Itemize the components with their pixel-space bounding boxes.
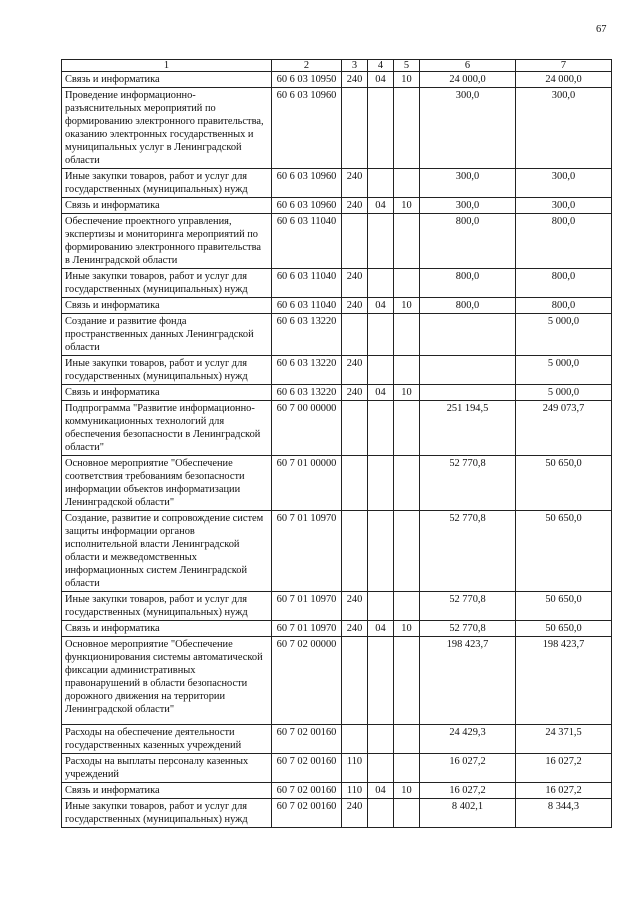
row-name-cell: Обеспечение проектного управления, экспертизы и мониторинга мероприятий по формированию электронного правительства в Ленинградской области: [62, 214, 272, 269]
column-header: 7: [516, 60, 612, 72]
table-row: [62, 799, 612, 828]
row-name-cell: Расходы на выплаты персоналу казенных учреждений: [62, 754, 272, 783]
row-col7-cell: 50 650,0: [516, 592, 612, 621]
row-code-cell: 60 7 01 10970: [272, 511, 342, 592]
row-col7-cell: 8 344,3: [516, 799, 612, 828]
table-row: [62, 214, 612, 269]
row-col6-cell: 52 770,8: [420, 511, 516, 592]
row-col5-cell: [394, 511, 420, 592]
table-row: [62, 511, 612, 592]
row-col3-cell: [342, 637, 368, 725]
row-col6-cell: 8 402,1: [420, 799, 516, 828]
row-code-cell: 60 7 01 10970: [272, 621, 342, 637]
row-col4-cell: [368, 214, 394, 269]
row-col5-cell: [394, 214, 420, 269]
row-col7-cell: 16 027,2: [516, 754, 612, 783]
row-col3-cell: 240: [342, 169, 368, 198]
row-col3-cell: 240: [342, 356, 368, 385]
row-col3-cell: [342, 88, 368, 169]
row-col3-cell: [342, 401, 368, 456]
row-col3-cell: 240: [342, 298, 368, 314]
row-col4-cell: [368, 314, 394, 356]
table-row: [62, 88, 612, 169]
row-name-cell: Основное мероприятие "Обеспечение соответствия требованиям безопасности информации объектов информатизации Ленинградской области": [62, 456, 272, 511]
row-col4-cell: [368, 592, 394, 621]
row-name-cell: Иные закупки товаров, работ и услуг для государственных (муниципальных) нужд: [62, 356, 272, 385]
row-col4-cell: 04: [368, 783, 394, 799]
row-col7-cell: 800,0: [516, 269, 612, 298]
row-code-cell: 60 7 02 00000: [272, 637, 342, 725]
row-col3-cell: 240: [342, 385, 368, 401]
row-code-cell: 60 6 03 11040: [272, 269, 342, 298]
row-col6-cell: 251 194,5: [420, 401, 516, 456]
row-name-cell: Иные закупки товаров, работ и услуг для государственных (муниципальных) нужд: [62, 592, 272, 621]
table-row: [62, 356, 612, 385]
row-col7-cell: 5 000,0: [516, 314, 612, 356]
row-name-cell: Связь и информатика: [62, 198, 272, 214]
table-row: [62, 269, 612, 298]
row-code-cell: 60 6 03 10960: [272, 169, 342, 198]
row-name-cell: Расходы на обеспечение деятельности государственных казенных учреждений: [62, 725, 272, 754]
row-col4-cell: [368, 169, 394, 198]
row-col6-cell: 800,0: [420, 214, 516, 269]
row-col6-cell: 198 423,7: [420, 637, 516, 725]
row-col4-cell: [368, 725, 394, 754]
row-code-cell: 60 7 01 10970: [272, 592, 342, 621]
column-header: 5: [394, 60, 420, 72]
row-name-cell: Связь и информатика: [62, 621, 272, 637]
row-code-cell: 60 6 03 10950: [272, 72, 342, 88]
row-code-cell: 60 6 03 13220: [272, 356, 342, 385]
row-col3-cell: 240: [342, 198, 368, 214]
row-col7-cell: 300,0: [516, 198, 612, 214]
row-col3-cell: 240: [342, 621, 368, 637]
row-col6-cell: [420, 385, 516, 401]
row-col6-cell: 52 770,8: [420, 621, 516, 637]
row-code-cell: 60 6 03 11040: [272, 214, 342, 269]
row-name-cell: Основное мероприятие "Обеспечение функционирования системы автоматической фиксации административных правонарушений в области безопасности дорожного движения на территории Ленинградской области": [62, 637, 272, 725]
row-col7-cell: 50 650,0: [516, 621, 612, 637]
row-col4-cell: [368, 456, 394, 511]
row-col5-cell: [394, 754, 420, 783]
row-col4-cell: [368, 754, 394, 783]
budget-table: [61, 59, 612, 828]
row-col6-cell: [420, 356, 516, 385]
row-col6-cell: 16 027,2: [420, 754, 516, 783]
row-col5-cell: 10: [394, 72, 420, 88]
row-col3-cell: [342, 456, 368, 511]
row-col3-cell: [342, 214, 368, 269]
row-col5-cell: 10: [394, 385, 420, 401]
table-row: [62, 456, 612, 511]
row-col7-cell: 800,0: [516, 298, 612, 314]
row-col6-cell: 24 000,0: [420, 72, 516, 88]
row-col7-cell: 24 000,0: [516, 72, 612, 88]
row-col4-cell: 04: [368, 298, 394, 314]
row-col4-cell: 04: [368, 198, 394, 214]
column-header: 2: [272, 60, 342, 72]
row-col3-cell: 240: [342, 799, 368, 828]
row-col4-cell: 04: [368, 72, 394, 88]
row-col4-cell: [368, 88, 394, 169]
row-col4-cell: 04: [368, 385, 394, 401]
table-row: [62, 298, 612, 314]
row-col6-cell: 300,0: [420, 88, 516, 169]
table-row: [62, 401, 612, 456]
row-col5-cell: [394, 401, 420, 456]
row-col5-cell: [394, 456, 420, 511]
row-code-cell: 60 7 02 00160: [272, 799, 342, 828]
column-header: 1: [62, 60, 272, 72]
row-col3-cell: 240: [342, 72, 368, 88]
row-name-cell: Иные закупки товаров, работ и услуг для государственных (муниципальных) нужд: [62, 169, 272, 198]
row-col5-cell: 10: [394, 298, 420, 314]
row-col5-cell: [394, 592, 420, 621]
row-col7-cell: 800,0: [516, 214, 612, 269]
row-col7-cell: 300,0: [516, 169, 612, 198]
table-row: [62, 385, 612, 401]
page-number: 67: [596, 24, 607, 35]
table-row: [62, 72, 612, 88]
table-row: [62, 314, 612, 356]
header-row: [62, 60, 612, 72]
table-row: [62, 725, 612, 754]
row-col7-cell: 300,0: [516, 88, 612, 169]
row-col6-cell: 52 770,8: [420, 456, 516, 511]
row-code-cell: 60 7 00 00000: [272, 401, 342, 456]
row-col7-cell: 249 073,7: [516, 401, 612, 456]
row-col5-cell: [394, 799, 420, 828]
row-col3-cell: 110: [342, 754, 368, 783]
row-col6-cell: [420, 314, 516, 356]
row-code-cell: 60 6 03 10960: [272, 198, 342, 214]
row-col4-cell: 04: [368, 621, 394, 637]
row-name-cell: Подпрограмма "Развитие информационно-коммуникационных технологий для обеспечения безопасности в Ленинградской области": [62, 401, 272, 456]
row-code-cell: 60 6 03 13220: [272, 314, 342, 356]
row-col5-cell: [394, 169, 420, 198]
row-code-cell: 60 6 03 13220: [272, 385, 342, 401]
row-col6-cell: 24 429,3: [420, 725, 516, 754]
row-name-cell: Связь и информатика: [62, 783, 272, 799]
row-name-cell: Связь и информатика: [62, 385, 272, 401]
row-col6-cell: 16 027,2: [420, 783, 516, 799]
column-header: 4: [368, 60, 394, 72]
row-col6-cell: 800,0: [420, 269, 516, 298]
table-row: [62, 783, 612, 799]
row-code-cell: 60 6 03 11040: [272, 298, 342, 314]
row-name-cell: Иные закупки товаров, работ и услуг для государственных (муниципальных) нужд: [62, 799, 272, 828]
row-col7-cell: 50 650,0: [516, 456, 612, 511]
row-col4-cell: [368, 356, 394, 385]
table-row: [62, 592, 612, 621]
row-col3-cell: [342, 725, 368, 754]
row-col3-cell: 240: [342, 269, 368, 298]
row-col5-cell: 10: [394, 783, 420, 799]
row-col4-cell: [368, 799, 394, 828]
row-name-cell: Создание и развитие фонда пространственных данных Ленинградской области: [62, 314, 272, 356]
row-col4-cell: [368, 401, 394, 456]
row-code-cell: 60 7 02 00160: [272, 754, 342, 783]
row-col5-cell: [394, 314, 420, 356]
row-col4-cell: [368, 269, 394, 298]
row-col5-cell: [394, 88, 420, 169]
row-col7-cell: 5 000,0: [516, 356, 612, 385]
column-header: 6: [420, 60, 516, 72]
row-code-cell: 60 7 01 00000: [272, 456, 342, 511]
row-name-cell: Создание, развитие и сопровождение систем защиты информации органов исполнительной власти Ленинградской области и межведомственных информационных систем Ленинградской области: [62, 511, 272, 592]
row-code-cell: 60 7 02 00160: [272, 783, 342, 799]
row-col5-cell: [394, 269, 420, 298]
row-col5-cell: [394, 637, 420, 725]
table-body: [62, 72, 612, 828]
row-col4-cell: [368, 511, 394, 592]
table-row: [62, 637, 612, 725]
row-name-cell: Проведение информационно-разъяснительных мероприятий по формированию электронного правительства, оказанию электронных государственных и муниципальных услуг в Ленинградской области: [62, 88, 272, 169]
table-row: [62, 754, 612, 783]
row-name-cell: Связь и информатика: [62, 298, 272, 314]
row-col5-cell: 10: [394, 621, 420, 637]
row-col7-cell: 50 650,0: [516, 511, 612, 592]
row-col3-cell: 110: [342, 783, 368, 799]
row-col4-cell: [368, 637, 394, 725]
row-col7-cell: 16 027,2: [516, 783, 612, 799]
row-col6-cell: 52 770,8: [420, 592, 516, 621]
row-code-cell: 60 7 02 00160: [272, 725, 342, 754]
row-col6-cell: 300,0: [420, 169, 516, 198]
row-col3-cell: [342, 314, 368, 356]
row-col5-cell: [394, 356, 420, 385]
row-col6-cell: 800,0: [420, 298, 516, 314]
row-name-cell: Иные закупки товаров, работ и услуг для государственных (муниципальных) нужд: [62, 269, 272, 298]
row-col7-cell: 24 371,5: [516, 725, 612, 754]
row-col3-cell: 240: [342, 592, 368, 621]
row-col7-cell: 5 000,0: [516, 385, 612, 401]
table-row: [62, 169, 612, 198]
row-col7-cell: 198 423,7: [516, 637, 612, 725]
row-col5-cell: [394, 725, 420, 754]
row-col3-cell: [342, 511, 368, 592]
row-code-cell: 60 6 03 10960: [272, 88, 342, 169]
table-row: [62, 198, 612, 214]
row-col6-cell: 300,0: [420, 198, 516, 214]
row-name-cell: Связь и информатика: [62, 72, 272, 88]
row-col5-cell: 10: [394, 198, 420, 214]
table-row: [62, 621, 612, 637]
column-header: 3: [342, 60, 368, 72]
